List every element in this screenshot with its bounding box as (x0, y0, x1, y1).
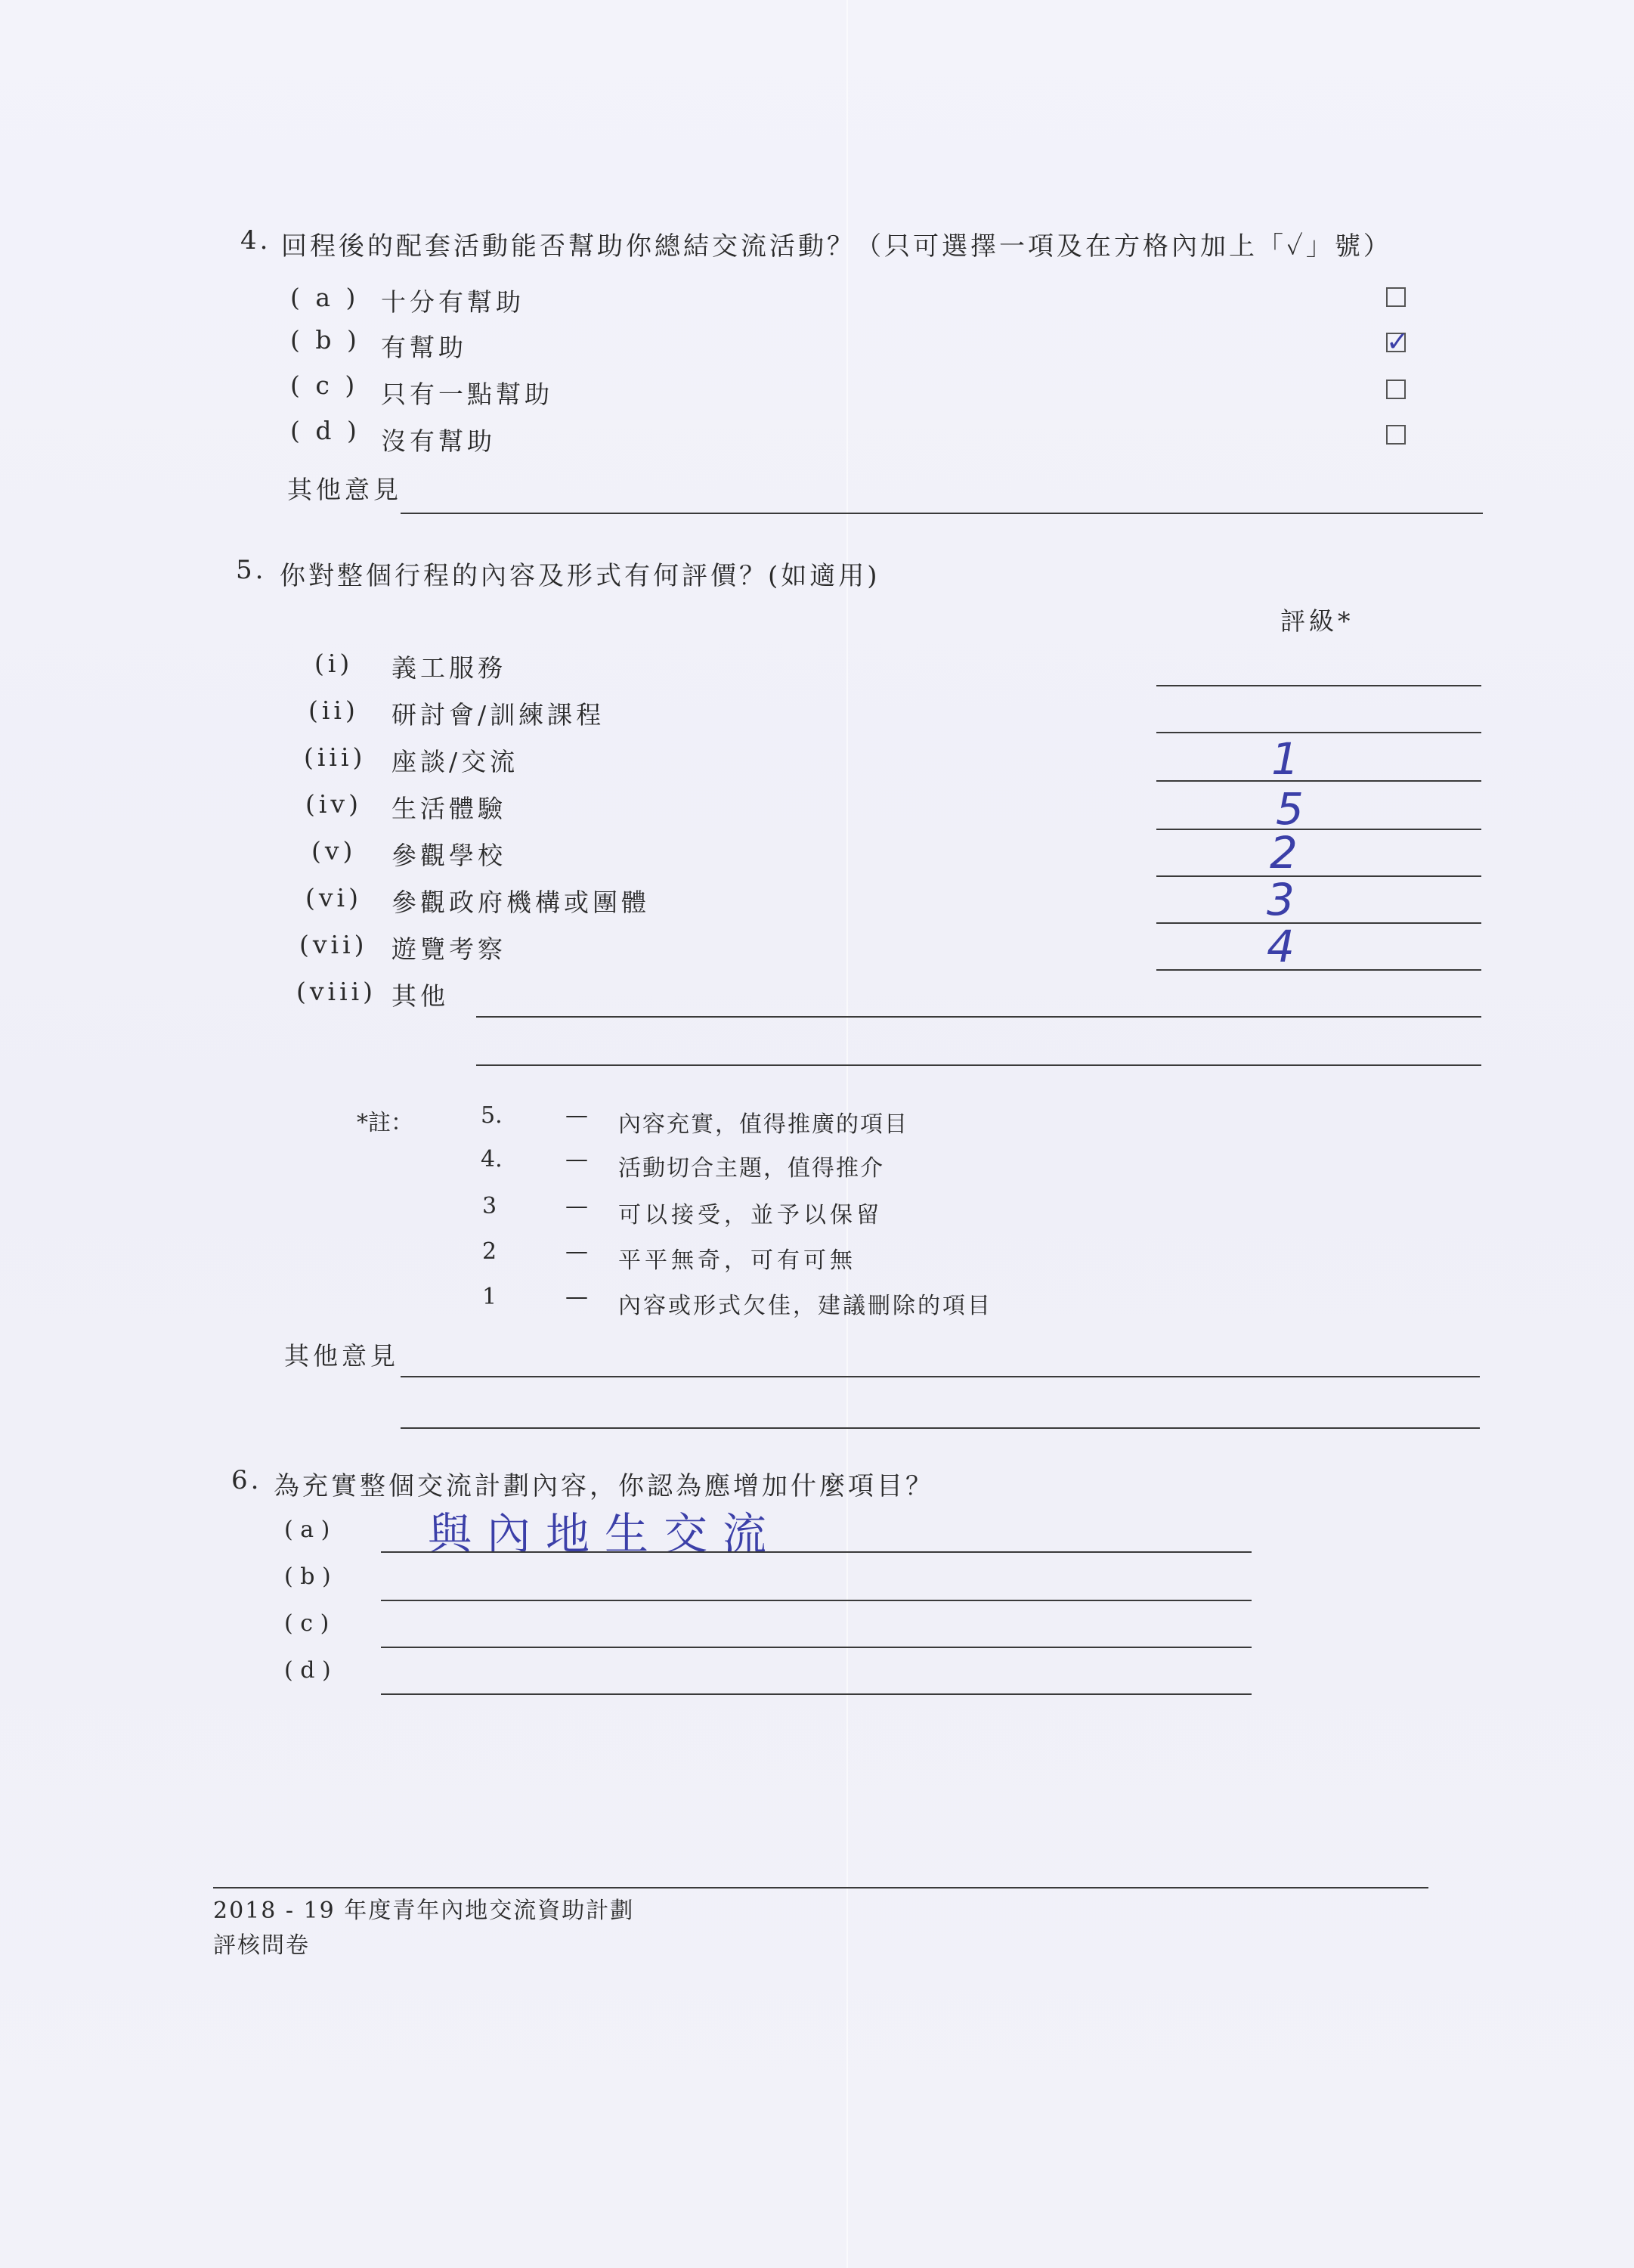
q5-item-rating-field[interactable] (1156, 732, 1481, 733)
q4-option-d-checkbox[interactable] (1386, 425, 1406, 445)
q5-note-text: 活動切合主題，值得推介 (618, 1155, 884, 1182)
q5-note-score: 3 (482, 1193, 497, 1219)
q5-item-rating-value: 4 (1267, 921, 1295, 972)
q5-rating-header: 評級* (1280, 606, 1354, 636)
q5-item-key: (i) (314, 649, 354, 678)
q5-item-rating-field[interactable] (1156, 829, 1481, 830)
q6-option-b-key: ( b ) (284, 1563, 331, 1590)
q5-item-label: 研討會/訓練課程 (391, 700, 605, 730)
q6-option-a-answer: 與內地生交流 (428, 1508, 782, 1560)
q5-other-input[interactable] (401, 1376, 1480, 1377)
q5-item-other-key: (viii) (296, 977, 377, 1006)
q5-item-rating-value: 5 (1276, 783, 1304, 835)
q6-number: 6. (231, 1465, 262, 1495)
q5-note-dash: — (565, 1102, 588, 1129)
q5-item-rating-field[interactable] (1156, 875, 1481, 877)
q5-note-score: 5. (481, 1102, 503, 1129)
q5-question: 你對整個行程的內容及形式有何評價？(如適用) (280, 561, 880, 591)
q5-item-key: (v) (311, 836, 357, 866)
q5-item-rating-value: 2 (1270, 827, 1298, 878)
q5-note-score: 1 (482, 1284, 497, 1310)
q5-item-label: 遊覽考察 (391, 934, 506, 964)
q4-option-a-key: ( a ) (290, 283, 360, 312)
q5-note-label: *註： (357, 1110, 413, 1136)
check-mark-icon: ✓ (1386, 327, 1410, 358)
q5-other-label: 其他意見 (284, 1341, 399, 1371)
q5-item-rating-field[interactable] (1156, 685, 1481, 686)
q5-note-score: 2 (482, 1238, 497, 1265)
q5-item-label: 參觀政府機構或團體 (391, 888, 650, 917)
q5-item-other-label: 其他 (391, 981, 449, 1011)
q4-option-d-key: ( d ) (290, 416, 361, 445)
q5-item-rating-field[interactable] (1156, 922, 1481, 924)
q6-option-d-input[interactable] (381, 1693, 1252, 1695)
q4-question: 回程後的配套活動能否幫助你總結交流活動？（只可選擇一項及在方格內加上「✓」號） (281, 231, 1392, 262)
footer-form-title: 評核問卷 (213, 1932, 310, 1959)
q5-item-key: (vi) (305, 883, 362, 912)
q5-note-dash: — (565, 1284, 588, 1310)
footer-divider (213, 1887, 1428, 1888)
q6-option-d-key: ( d ) (284, 1657, 331, 1684)
q5-item-key: (ii) (308, 696, 359, 725)
q6-option-b-input[interactable] (381, 1600, 1252, 1601)
q6-option-c-key: ( c ) (284, 1610, 330, 1637)
q5-note-score: 4. (481, 1146, 503, 1173)
q5-item-key: (iii) (304, 742, 367, 772)
q5-other-input-2[interactable] (401, 1427, 1480, 1429)
q4-option-d-label: 沒有幫助 (381, 426, 496, 456)
q5-item-other-input-2[interactable] (476, 1064, 1481, 1066)
q5-item-other-input[interactable] (476, 1016, 1481, 1018)
q4-option-b-label: 有幫助 (381, 333, 467, 362)
q4-option-a-label: 十分有幫助 (381, 287, 525, 317)
q5-note-dash: — (565, 1238, 588, 1265)
q5-note-dash: — (565, 1146, 588, 1173)
q5-number: 5. (236, 555, 267, 585)
q5-item-rating-value: 3 (1267, 874, 1295, 925)
q4-option-c-checkbox[interactable] (1386, 380, 1406, 399)
q4-option-b-checkbox[interactable] (1386, 327, 1410, 358)
q6-option-a-key: ( a ) (284, 1517, 330, 1543)
q5-note-dash: — (565, 1193, 588, 1219)
q4-option-a-checkbox[interactable] (1386, 287, 1406, 307)
q4-option-b-key: ( b ) (290, 325, 361, 355)
q5-item-rating-value: 1 (1271, 733, 1299, 785)
q4-option-c-key: ( c ) (290, 370, 359, 400)
q5-item-label: 參觀學校 (391, 841, 506, 870)
q4-option-c-label: 只有一點幫助 (381, 380, 553, 409)
q4-number: 4. (240, 225, 271, 256)
q5-note-text: 可以接受，並予以保留 (618, 1202, 883, 1228)
q5-note-text: 內容或形式欠佳，建議刪除的項目 (618, 1293, 992, 1319)
q5-item-key: (vii) (299, 930, 368, 959)
q4-other-input[interactable] (401, 513, 1483, 514)
footer-program-title: 2018 - 19 年度青年內地交流資助計劃 (213, 1898, 635, 1924)
q6-option-a-input[interactable] (381, 1551, 1252, 1553)
q6-option-c-input[interactable] (381, 1647, 1252, 1648)
q5-item-key: (iv) (305, 789, 362, 819)
q5-note-text: 內容充實，值得推廣的項目 (618, 1111, 908, 1138)
q5-item-label: 義工服務 (391, 653, 506, 683)
q5-item-label: 生活體驗 (391, 794, 506, 823)
q5-note-text: 平平無奇，可有可無 (618, 1247, 856, 1274)
q6-question: 為充實整個交流計劃內容，你認為應增加什麼項目？ (274, 1471, 934, 1501)
q5-item-rating-field[interactable] (1156, 780, 1481, 782)
q4-other-label: 其他意見 (287, 475, 402, 504)
q5-item-rating-field[interactable] (1156, 969, 1481, 971)
q5-item-label: 座談/交流 (391, 747, 519, 776)
